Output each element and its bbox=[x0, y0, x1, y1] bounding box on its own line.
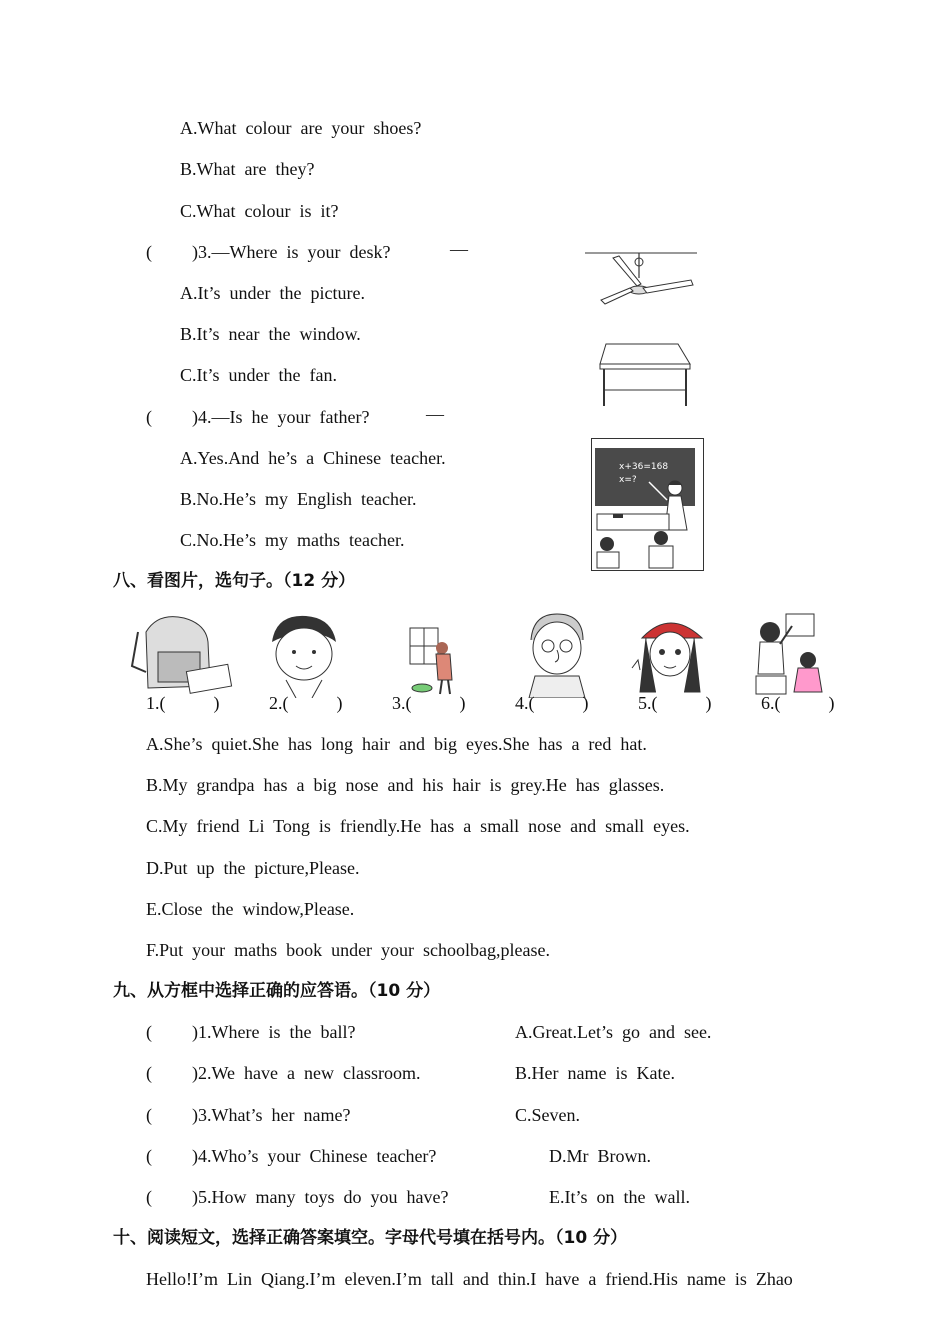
boy-li-tong-picture bbox=[266, 612, 340, 698]
q7-4-option-b: B.No.He’s my English teacher. bbox=[180, 489, 417, 509]
grandpa-picture bbox=[521, 610, 593, 698]
desk-illustration bbox=[596, 340, 694, 410]
picture-label-4: 4.( ) bbox=[515, 693, 589, 713]
blackboard-equation: x+36=168 bbox=[619, 462, 669, 472]
picture-label-3: 3.( ) bbox=[392, 693, 466, 713]
picture-label-5: 5.( ) bbox=[638, 693, 712, 713]
girl-closing-window-picture bbox=[408, 626, 456, 696]
q7-3-option-a: A.It’s under the picture. bbox=[180, 283, 365, 303]
girl-red-hat-picture bbox=[630, 612, 710, 698]
q7-3-option-b: B.It’s near the window. bbox=[180, 324, 361, 344]
q7-3-stem: )3.—Where is your desk? bbox=[192, 242, 391, 262]
q9-answer-c: C.Seven. bbox=[515, 1105, 580, 1125]
q9-1-question: )1.Where is the ball? bbox=[192, 1022, 356, 1042]
q7-2-option-a: A.What colour are your shoes? bbox=[180, 118, 422, 138]
q9-5-paren[interactable]: ( bbox=[146, 1187, 152, 1207]
picture-label-1: 1.( ) bbox=[146, 693, 220, 713]
q7-2-option-c: C.What colour is it? bbox=[180, 201, 339, 221]
q7-4-stem: )4.—Is he your father? bbox=[192, 407, 370, 427]
picture-label-2: 2.( ) bbox=[269, 693, 343, 713]
q7-4-paren[interactable]: ( bbox=[146, 407, 152, 427]
sentence-b: B.My grandpa has a big nose and his hair is grey.He has glasses. bbox=[146, 775, 665, 795]
q9-5-question: )5.How many toys do you have? bbox=[192, 1187, 449, 1207]
q7-4-dash: — bbox=[426, 404, 444, 424]
q9-4-paren[interactable]: ( bbox=[146, 1146, 152, 1166]
q9-answer-e: E.It’s on the wall. bbox=[549, 1187, 690, 1207]
q7-3-option-c: C.It’s under the fan. bbox=[180, 365, 337, 385]
classroom-illustration bbox=[591, 438, 704, 571]
q7-3-dash: — bbox=[450, 239, 468, 259]
sentence-c: C.My friend Li Tong is friendly.He has a small nose and small eyes. bbox=[146, 816, 690, 836]
q9-2-paren[interactable]: ( bbox=[146, 1063, 152, 1083]
q9-1-paren[interactable]: ( bbox=[146, 1022, 152, 1042]
section-8-heading: 八、看图片，选句子。（12 分） bbox=[113, 571, 356, 591]
putting-up-picture-picture bbox=[752, 612, 832, 698]
schoolbag-picture bbox=[128, 612, 234, 694]
sentence-d: D.Put up the picture,Please. bbox=[146, 858, 360, 878]
blackboard-question: x=? bbox=[619, 475, 637, 485]
q7-3-paren[interactable]: ( bbox=[146, 242, 152, 262]
ceiling-fan-illustration bbox=[583, 248, 699, 308]
q7-4-option-a: A.Yes.And he’s a Chinese teacher. bbox=[180, 448, 446, 468]
q7-4-option-c: C.No.He’s my maths teacher. bbox=[180, 530, 405, 550]
q9-answer-a: A.Great.Let’s go and see. bbox=[515, 1022, 712, 1042]
q9-answer-d: D.Mr Brown. bbox=[549, 1146, 651, 1166]
q9-3-paren[interactable]: ( bbox=[146, 1105, 152, 1125]
q9-answer-b: B.Her name is Kate. bbox=[515, 1063, 675, 1083]
section-10-heading: 十、阅读短文，选择正确答案填空。字母代号填在括号内。（10 分） bbox=[113, 1228, 628, 1248]
reading-passage: Hello!I’m Lin Qiang.I’m eleven.I’m tall and thin.I have a friend.His name is Zhao bbox=[146, 1269, 793, 1289]
q9-3-question: )3.What’s her name? bbox=[192, 1105, 351, 1125]
sentence-f: F.Put your maths book under your schoolbag,please. bbox=[146, 940, 551, 960]
section-9-heading: 九、从方框中选择正确的应答语。（10 分） bbox=[113, 981, 441, 1001]
sentence-e: E.Close the window,Please. bbox=[146, 899, 355, 919]
q9-4-question: )4.Who’s your Chinese teacher? bbox=[192, 1146, 437, 1166]
sentence-a: A.She’s quiet.She has long hair and big eyes.She has a red hat. bbox=[146, 734, 647, 754]
q7-2-option-b: B.What are they? bbox=[180, 159, 315, 179]
q9-2-question: )2.We have a new classroom. bbox=[192, 1063, 421, 1083]
picture-label-6: 6.( ) bbox=[761, 693, 835, 713]
